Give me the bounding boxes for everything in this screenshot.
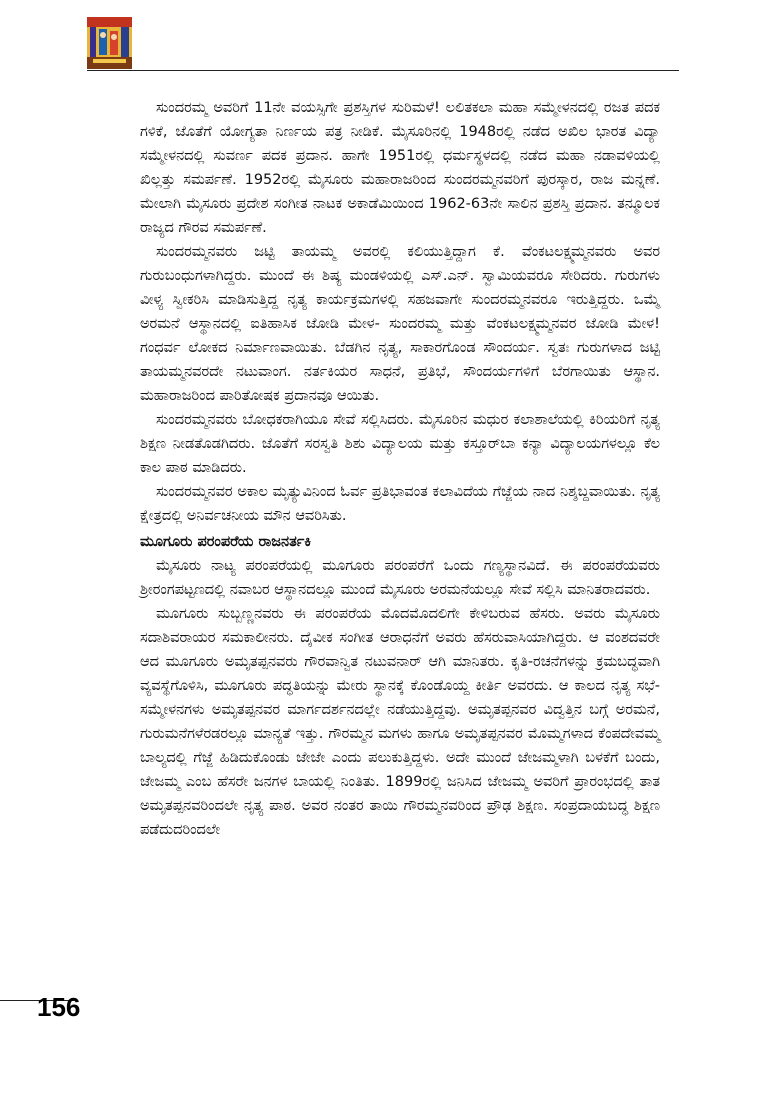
paragraph-2: ಸುಂದರಮ್ಮನವರು ಜಟ್ಟಿ ತಾಯಮ್ಮ ಅವರಲ್ಲಿ ಕಲಿಯುತ್ತಿದ್ದಾಗ ಕೆ. ವೆಂಕಟಲಕ್ಷ್ಮಮ್ಮನವರು ಅವರ ಗುರುಬಂಧುಗಳಾಗಿದ್ದರು. ಮುಂದೆ ಈ ಶಿಷ್ಯ ಮಂಡಳಿಯಲ್ಲಿ ಎಸ್.ಎನ್. ಸ್ವಾಮಿಯವರೂ ಸೇರಿದರು. ಗುರುಗಳು ವೀಳ್ಯ ಸ್ವೀಕರಿಸಿ ಮಾಡಿಸುತ್ತಿದ್ದ ನೃತ್ಯ ಕಾರ್ಯಕ್ರಮಗಳಲ್ಲಿ ಸಹಜವಾಗೇ ಸುಂದರಮ್ಮನವರೂ ಇರುತ್ತಿದ್ದರು. ಒಮ್ಮೆ ಅರಮನೆ ಆಸ್ಥಾನದಲ್ಲಿ ಐತಿಹಾಸಿಕ ಜೋಡಿ ಮೇಳ- ಸುಂದರಮ್ಮ ಮತ್ತು ವೆಂಕಟಲಕ್ಷ್ಮಮ್ಮನವರ ಜೋಡಿ ಮೇಳ! ಗಂಧರ್ವ ಲೋಕದ ನಿರ್ಮಾಣವಾಯಿತು. ಬೆಡಗಿನ ನೃತ್ಯ, ಸಾಕಾರಗೊಂಡ ಸೌಂದರ್ಯ. ಸ್ವತಃ ಗುರುಗಳಾದ ಜಟ್ಟಿ ತಾಯಮ್ಮನವರದೇ ನಟುವಾಂಗ. ನರ್ತಕಿಯರ ಸಾಧನೆ, ಪ್ರತಿಭೆ, ಸೌಂದರ್ಯಗಳಿಗೆ ಬೆರಗಾಯಿತು ಆಸ್ಥಾನ. ಮಹಾರಾಜರಿಂದ ಪಾರಿತೋಷಕ ಪ್ರದಾನವೂ ಆಯಿತು. <box>140 244 660 404</box>
paragraph-3: ಸುಂದರಮ್ಮನವರು ಬೋಧಕರಾಗಿಯೂ ಸೇವೆ ಸಲ್ಲಿಸಿದರು. ಮೈಸೂರಿನ ಮಧುರ ಕಲಾಶಾಲೆಯಲ್ಲಿ ಕಿರಿಯರಿಗೆ ನೃತ್ಯ ಶಿಕ್ಷಣ ನೀಡತೊಡಗಿದರು. ಜೊತೆಗೆ ಸರಸ್ವತಿ ಶಿಶು ವಿದ್ಯಾಲಯ ಮತ್ತು ಕಸ್ತೂರ್‌ಬಾ ಕನ್ಯಾ ವಿದ್ಯಾಲಯಗಳಲ್ಲೂ ಕೆಲ ಕಾಲ ಪಾಠ ಮಾಡಿದರು. <box>140 412 660 476</box>
body-text <box>140 96 660 842</box>
palace-painting-icon <box>87 17 132 69</box>
section-heading: ಮೂಗೂರು ಪರಂಪರೆಯ ರಾಜನರ್ತಕಿ <box>140 534 312 550</box>
paragraph-6: ಮೂಗೂರು ಸುಬ್ಬಣ್ಣನವರು ಈ ಪರಂಪರೆಯ ಮೊದಮೊದಲಿಗೇ ಕೇಳಿಬರುವ ಹೆಸರು. ಅವರು ಮೈಸೂರು ಸದಾಶಿವರಾಯರ ಸಮಕಾಲೀನರು. ದೈವೀಕ ಸಂಗೀತ ಆರಾಧನೆಗೆ ಅವರು ಹೆಸರುವಾಸಿಯಾಗಿದ್ದರು. ಆ ವಂಶದವರೇ ಆದ ಮೂಗೂರು ಅಮೃತಪ್ಪನವರು ಗೌರವಾನ್ವಿತ ನಟುವನಾರ್ ಆಗಿ ಮಾನಿತರು. ಕೃತಿ-ರಚನೆಗಳನ್ನು ಕ್ರಮಬದ್ಧವಾಗಿ ವ್ಯವಸ್ಥೆಗೊಳಿಸಿ, ಮೂಗೂರು ಪದ್ಧತಿಯನ್ನು ಮೇರು ಸ್ಥಾನಕ್ಕೆ ಕೊಂಡೊಯ್ದ ಕೀರ್ತಿ ಅವರದು. ಆ ಕಾಲದ ನೃತ್ಯ ಸಭೆ-ಸಮ್ಮೇಳನಗಳು ಅಮೃತಪ್ಪನವರ ಮಾರ್ಗದರ್ಶನದಲ್ಲೇ ನಡೆಯುತ್ತಿದ್ದವು. ಅಮೃತಪ್ಪನವರ ವಿದ್ವತ್ತಿನ ಬಗ್ಗೆ ಅರಮನೆ, ಗುರುಮನೆಗಳೆರಡರಲ್ಲೂ ಮಾನ್ಯತೆ ಇತ್ತು. ಗೌರಮ್ಮನ ಮಗಳು ಹಾಗೂ ಅಮೃತಪ್ಪನವರ ಮೊಮ್ಮಗಳಾದ ಕೆಂಪದೇವಮ್ಮ ಬಾಲ್ಯದಲ್ಲಿ ಗೆಜ್ಜೆ ಹಿಡಿದುಕೊಂಡು ಜೇಜೇ ಎಂದು ಪಲುಕುತ್ತಿದ್ದಳು. ಅದೇ ಮುಂದೆ ಜೇಜಮ್ಮಳಾಗಿ ಬಳಕೆಗೆ ಬಂದು, ಜೇಜಮ್ಮ ಎಂಬ ಹೆಸರೇ ಜನಗಳ ಬಾಯಲ್ಲಿ ನಿಂತಿತು. 1899ರಲ್ಲಿ ಜನಿಸಿದ ಜೇಜಮ್ಮ ಅವರಿಗೆ ಪ್ರಾರಂಭದಲ್ಲಿ ತಾತ ಅಮೃತಪ್ಪನವರಿಂದಲೇ ನೃತ್ಯ ಪಾಠ. ಅವರ ನಂತರ ತಾಯಿ ಗೌರಮ್ಮನವರಿಂದ ಪ್ರೌಢ ಶಿಕ್ಷಣ. ಸಂಪ್ರದಾಯಬದ್ಧ ಶಿಕ್ಷಣ ಪಡೆದುದರಿಂದಲೇ <box>140 606 660 838</box>
page-number: 156 <box>37 992 81 1022</box>
header-rule <box>87 70 679 71</box>
paragraph-4: ಸುಂದರಮ್ಮನವರ ಅಕಾಲ ಮೃತ್ಯುವಿನಿಂದ ಓರ್ವ ಪ್ರತಿಭಾವಂತ ಕಲಾವಿದೆಯ ಗೆಜ್ಜೆಯ ನಾದ ನಿಶ್ಶಬ್ದವಾಯಿತು. ನೃತ್ಯ ಕ್ಷೇತ್ರದಲ್ಲಿ ಅನಿರ್ವಚನೀಯ ಮೌನ ಆವರಿಸಿತು. <box>140 484 660 524</box>
paragraph-1: ಸುಂದರಮ್ಮ ಅವರಿಗೆ 11ನೇ ವಯಸ್ಸಿಗೇ ಪ್ರಶಸ್ತಿಗಳ ಸುರಿಮಳೆ! ಲಲಿತಕಲಾ ಮಹಾ ಸಮ್ಮೇಳನದಲ್ಲಿ ರಜತ ಪದಕ ಗಳಿಕೆ, ಜೊತೆಗೆ ಯೋಗ್ಯತಾ ನಿರ್ಣಯ ಪತ್ರ ನೀಡಿಕೆ. ಮೈಸೂರಿನಲ್ಲಿ 1948ರಲ್ಲಿ ನಡೆದ ಅಖಿಲ ಭಾರತ ವಿದ್ಯಾ ಸಮ್ಮೇಳನದಲ್ಲಿ ಸುವರ್ಣ ಪದಕ ಪ್ರದಾನ. ಹಾಗೇ 1951ರಲ್ಲಿ ಧರ್ಮಸ್ಥಳದಲ್ಲಿ ನಡೆದ ಮಹಾ ನಡಾವಳಿಯಲ್ಲಿ ಖಿಲ್ಲತ್ತು ಸಮರ್ಪಣೆ. 1952ರಲ್ಲಿ ಮೈಸೂರು ಮಹಾರಾಜರಿಂದ ಸುಂದರಮ್ಮನವರಿಗೆ ಪುರಸ್ಕಾರ, ರಾಜ ಮನ್ನಣೆ. ಮೇಲಾಗಿ ಮೈಸೂರು ಪ್ರದೇಶ ಸಂಗೀತ ನಾಟಕ ಅಕಾಡೆಮಿಯಿಂದ 1962-63ನೇ ಸಾಲಿನ ಪ್ರಶಸ್ತಿ ಪ್ರದಾನ. ತನ್ಮೂಲಕ ರಾಜ್ಯದ ಗೌರವ ಸಮರ್ಪಣೆ. <box>140 100 660 236</box>
paragraph-5: ಮೈಸೂರು ನಾಟ್ಯ ಪರಂಪರೆಯಲ್ಲಿ ಮೂಗೂರು ಪರಂಪರೆಗೆ ಒಂದು ಗಣ್ಯಸ್ಥಾನವಿದೆ. ಈ ಪರಂಪರೆಯವರು ಶ್ರೀರಂಗಪಟ್ಟಣದಲ್ಲಿ ನವಾಬರ ಆಸ್ಥಾನದಲ್ಲೂ ಮುಂದೆ ಮೈಸೂರು ಅರಮನೆಯಲ್ಲೂ ಸೇವೆ ಸಲ್ಲಿಸಿ ಮಾನಿತರಾದವರು. <box>140 558 660 598</box>
